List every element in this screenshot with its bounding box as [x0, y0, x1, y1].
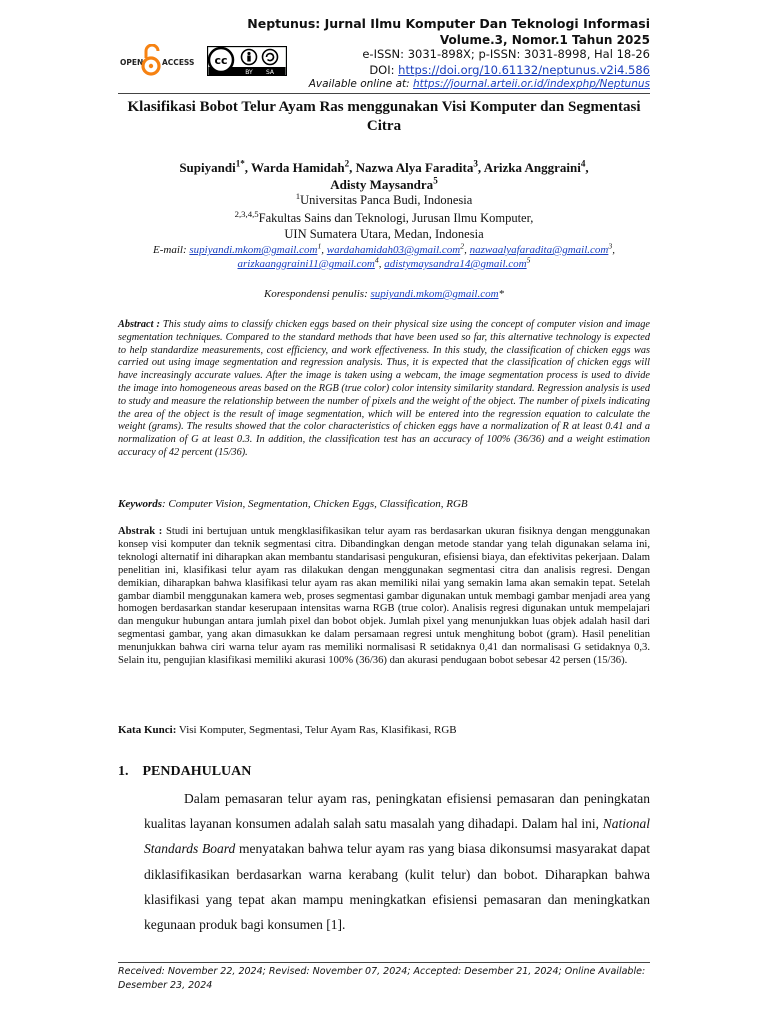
email-list: E-mail: supiyandi.mkom@gmail.com$^1$, wardahamidah03@gmail.com$^2$, nazwaalyafaradita@gmail.com$^3$, arizkaanggraini11@gmail.com$^4$, adistymaysandra14@gmail.com$^5$ — [153, 241, 615, 270]
abstract-id-label: Abstrak : — [118, 526, 167, 537]
abstract-id-text: Studi ini bertujuan untuk mengklasifikasikan telur ayam ras berdasarkan ukuran fisiknya dengan menggunakan konsep visi komputer dan teknik segmentasi citra. Dibandingkan dengan metode standar yang telah digunakan selama ini, teknologi alternatif ini diharapkan akan membantu standarisasi pengukuran, efisiensi biaya, dan efektivitas pekerjaan. Dalam penelitian ini, klasifikasi telur ayam ras dilakukan dengan menggunakan segmentasi citra dan analisis regresi. Dengan demikian, diharapkan bahwa klasifikasi telur ayam ras akan memiliki nilai yang semakin lama akan semakin tepat. Setelah gambar diambil menggunakan kamera web, proses segmentasi gambar digunakan untuk membagi gambar menjadi area yang homogen berdasarkan standar keserupaan intensitas warna RGB (true color). Analisis regresi digunakan untuk mempelajari dan mengukur hubungan antara jumlah pixel dan bobot objek. Jumlah pixel yang menunjukkan luas objek adalah hasil dari segmentasi gambar, yang akan dimasukkan ke dalam persamaan regresi untuk menghitung bobot (gram). Hasil penelitian menunjukkan bahwa ciri warna telur ayam ras memiliki normalisasi R setidaknya 0,41 dan normalisasi G setidaknya 0,3. Selain itu, pengujian klasifikasi memiliki akurasi 100% (36/36) dan akurasi pendugaan bobot sebesar 42 persen (15/36). — [118, 526, 650, 667]
keywords-english — [118, 498, 650, 510]
cc-sa-text: SA — [265, 69, 275, 76]
email-2-link[interactable]: wardahamidah03@gmail.com — [326, 244, 461, 256]
cc-badge-text: cc — [214, 54, 228, 67]
section-paragraph — [144, 786, 650, 937]
email-4-link[interactable]: arizkaanggraini11@gmail.com — [237, 258, 375, 270]
keywords-en-text: : Computer Vision, Segmentation, Chicken Eggs, Classification, RGB — [162, 498, 468, 510]
affiliation-1-text: Universitas Panca Budi, Indonesia — [300, 193, 473, 207]
journal-url-link[interactable]: https://journal.arteii.or.id/indexphp/Neptunus — [413, 78, 650, 90]
keywords-id-text: Visi Komputer, Segmentasi, Telur Ayam Ras, Klasifikasi, RGB — [176, 724, 457, 736]
email-5-link[interactable]: adistymaysandra14@gmail.com — [384, 258, 527, 270]
abstract-en-text: This study aims to classify chicken eggs based on their physical size using the concept of computer vision and image segmentation techniques. Compared to the standard methods that have been used so far, this alternative technology is expected to help standardize measurements, cost efficiency, and work effectiveness. In this study, the classification of chicken eggs was carried out using image segmentation and regression analysis. Thus, it is expected that the classification of chicken eggs will have increasingly accurate values. After the image is taken using a webcam, the image segmentation process is used to divide the image into homogeneous areas based on the RGB (true color) color intensity similarity standard. Regression analysis is used to study and measure the relationship between the number of pixels and the weight of the object. The number of pixels indicating the area of the object is the result of image segmentation, which will be entered into the regression equation to calculate the weight (grams). The results showed that the color characteristics of chicken eggs have a normalization of R at least 0.41 and a normalization of G at least 0.3. In addition, the classification test has an accuracy of 100% (36/36) and a weight estimation accuracy of 42 percent (15/36). — [118, 319, 650, 458]
author-5: Adisty Maysandra — [330, 177, 434, 192]
email-2-sup: 2 — [460, 241, 465, 251]
abstract-en-label: Abstract : — [118, 319, 163, 330]
available-online-line — [309, 78, 650, 90]
paragraph-part-b: menyatakan bahwa telur ayam ras yang biasa dikonsumsi masyarakat dapat diklasifikasikan berdasarkan warna kerabang (kulit telur) dan bobot. Diharapkan bahwa klasifikasi yang tepat akan mampu meningkatkan efisiensi pemasaran dan meningkatkan kegunaan produk bagi konsumen [1]. — [144, 841, 650, 933]
correspondence-line — [118, 287, 650, 301]
paragraph-part-a: Dalam pemasaran telur ayam ras, peningkatan efisiensi pemasaran dan peningkatan kualitas layanan konsumen adalah salah satu masalah yang dihadapi. Dalam hal ini, — [144, 791, 650, 832]
author-3: , Nazwa Alya Faradita — [349, 160, 474, 175]
correspondence-email-link[interactable]: supiyandi.mkom@gmail.com — [370, 288, 499, 300]
paragraph-emphasis: National Standards Board — [144, 816, 650, 857]
author-list — [118, 159, 650, 193]
creative-commons-badge — [207, 46, 287, 76]
paper-title: Klasifikasi Bobot Telur Ayam Ras menggunakan Visi Komputer dan Segmentasi Citra — [127, 99, 641, 134]
author-1-sup: 1* — [235, 158, 245, 169]
abstract-english — [118, 319, 650, 460]
section-number: 1. — [118, 764, 129, 779]
keywords-indonesian — [118, 724, 650, 736]
keywords-en-label: Keywords — [118, 498, 162, 510]
email-3-link[interactable]: nazwaalyafaradita@gmail.com — [469, 244, 609, 256]
author-4: , Arizka Anggraini — [477, 160, 581, 175]
cc-by-sa-icon — [207, 46, 287, 76]
keywords-id-label: Kata Kunci: — [118, 724, 177, 736]
open-access-logo — [118, 44, 203, 78]
author-2-sup: 2 — [344, 158, 350, 169]
author-3-sup: 3 — [473, 158, 478, 169]
available-label: Available online at: — [308, 78, 413, 90]
author-4-comma: , — [585, 160, 589, 175]
cc-by-text: BY — [245, 69, 253, 76]
doi-link[interactable]: https://doi.org/10.61132/neptunus.v2i4.586 — [398, 63, 650, 77]
journal-name: Neptunus: Jurnal Ilmu Komputer Dan Teknologi Informasi — [247, 16, 650, 31]
header-divider — [118, 93, 650, 94]
author-4-sup: 4 — [580, 158, 586, 169]
author-5-sup: 5 — [433, 175, 438, 186]
affiliation-1 — [118, 190, 650, 208]
affiliation-1-sup: 1 — [295, 190, 301, 201]
author-2: , Warda Hamidah — [244, 160, 345, 175]
affiliation-2-cont: UIN Sumatera Utara, Medan, Indonesia — [284, 227, 484, 241]
email-1-link[interactable]: supiyandi.mkom@gmail.com — [189, 244, 318, 256]
affiliation-2-text: Fakultas Sains dan Teknologi, Jurusan Ilmu Komputer, — [258, 211, 534, 225]
affiliation-2 — [118, 208, 650, 226]
doi-line — [369, 63, 650, 77]
journal-issn: e-ISSN: 3031-898X; p-ISSN: 3031-8998, Hal 18-26 — [362, 47, 650, 61]
email-label: E-mail: — [153, 244, 190, 256]
doi-label: DOI: — [369, 63, 399, 77]
correspondence-label: Korespondensi penulis: — [263, 288, 371, 300]
email-5-sup: 5 — [526, 255, 531, 265]
email-3-sup: 3 — [608, 241, 613, 251]
correspondence-mark: * — [498, 288, 505, 300]
section-heading — [118, 764, 251, 780]
email-1-sup: 1 — [317, 241, 322, 251]
open-access-left-text: OPEN — [120, 58, 144, 67]
footer-divider — [118, 962, 650, 963]
journal-volume: Volume.3, Nomor.1 Tahun 2025 — [439, 33, 650, 47]
author-1: Supiyandi — [179, 160, 236, 175]
abstract-indonesian — [118, 526, 650, 668]
open-access-right-text: ACCESS — [162, 58, 195, 67]
email-4-sup: 4 — [374, 255, 379, 265]
section-title: PENDAHULUAN — [142, 764, 252, 779]
open-access-lock-icon — [118, 44, 203, 78]
footer-dates: Received: November 22, 2024; Revised: November 07, 2024; Accepted: Desember 21, 2024; Online Available: Desember 23, 2024 — [118, 966, 646, 991]
affiliation-2-sup: 2,3,4,5 — [234, 208, 259, 219]
